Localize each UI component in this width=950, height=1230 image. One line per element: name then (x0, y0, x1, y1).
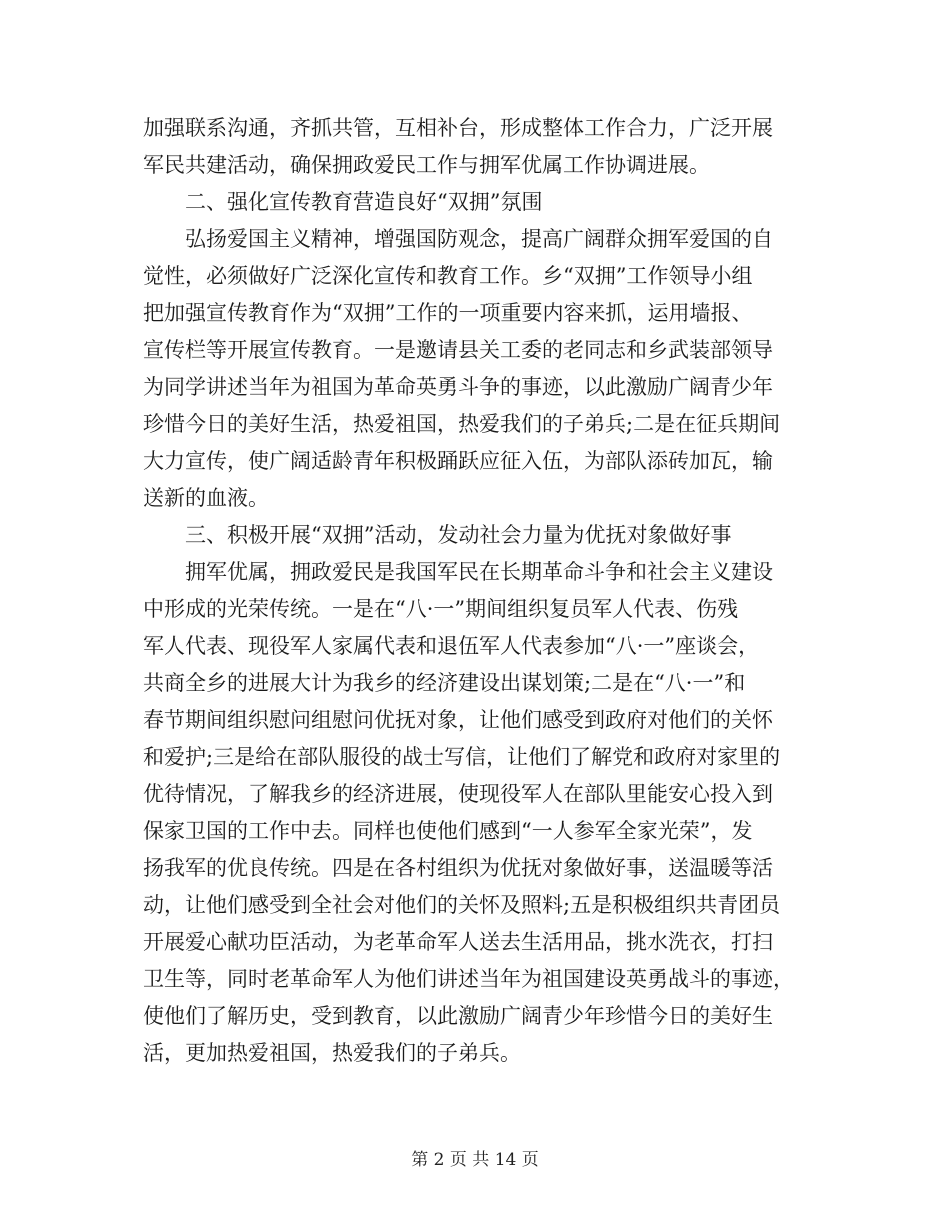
text-line: 拥军优属，拥政爱民是我国军民在长期革命斗争和社会主义建设 (143, 560, 773, 584)
text-line: 宣传栏等开展宣传教育。一是邀请县关工委的老同志和乡武装部领导 (143, 338, 773, 362)
text-line: 春节期间组织慰问组慰问优抚对象，让他们感受到政府对他们的关怀 (143, 708, 773, 732)
text-line: 动，让他们感受到全社会对他们的关怀及照料;五是积极组织共青团员 (143, 893, 781, 917)
text-line: 加强联系沟通，齐抓共管，互相补台，形成整体工作合力，广泛开展 (143, 116, 773, 140)
text-line: 把加强宣传教育作为“双拥”工作的一项重要内容来抓，运用墙报、 (143, 301, 753, 325)
text-line: 和爱护;三是给在部队服役的战士写信，让他们了解党和政府对家里的 (143, 745, 781, 769)
text-line: 大力宣传，使广阔适龄青年积极踊跃应征入伍，为部队添砖加瓦，输 (143, 449, 773, 473)
text-line: 扬我军的优良传统。四是在各村组织为优抚对象做好事，送温暖等活 (143, 856, 773, 880)
text-line: 为同学讲述当年为祖国为革命英勇斗争的事迹，以此激励广阔青少年 (143, 375, 773, 399)
text-line: 优待情况，了解我乡的经济进展，使现役军人在部队里能安心投入到 (143, 782, 773, 806)
text-line: 觉性，必须做好广泛深化宣传和教育工作。乡“双拥”工作领导小组 (143, 264, 753, 288)
text-line: 卫生等，同时老革命军人为他们讲述当年为祖国建设英勇战斗的事迹， (143, 967, 794, 991)
text-line: 活，更加热爱祖国，热爱我们的子弟兵。 (143, 1041, 521, 1065)
section-heading: 二、强化宣传教育营造良好“双拥”氛围 (143, 190, 543, 214)
text-line: 弘扬爱国主义精神，增强国防观念，提高广阔群众拥军爱国的自 (143, 227, 773, 251)
page-number-footer: 第 2 页 共 14 页 (411, 1150, 539, 1170)
section-heading: 三、积极开展“双拥”活动，发动社会力量为优抚对象做好事 (143, 523, 732, 547)
text-line: 共商全乡的进展大计为我乡的经济建设出谋划策;二是在“八·一”和 (143, 671, 746, 695)
text-line: 送新的血液。 (143, 486, 269, 510)
text-line: 中形成的光荣传统。一是在“八·一”期间组织复员军人代表、伤残 (143, 597, 739, 621)
text-line: 军民共建活动，确保拥政爱民工作与拥军优属工作协调进展。 (143, 153, 710, 177)
document-body (143, 110, 813, 1072)
text-line: 保家卫国的工作中去。同样也使他们感到“一人参军全家光荣”，发 (143, 819, 753, 843)
text-line: 军人代表、现役军人家属代表和退伍军人代表参加“八·一”座谈会， (143, 634, 760, 658)
text-line: 使他们了解历史，受到教育，以此激励广阔青少年珍惜今日的美好生 (143, 1004, 773, 1028)
text-line: 开展爱心献功臣活动，为老革命军人送去生活用品，挑水洗衣，打扫 (143, 930, 773, 954)
text-line: 珍惜今日的美好生活，热爱祖国，热爱我们的子弟兵;二是在征兵期间 (143, 412, 781, 436)
